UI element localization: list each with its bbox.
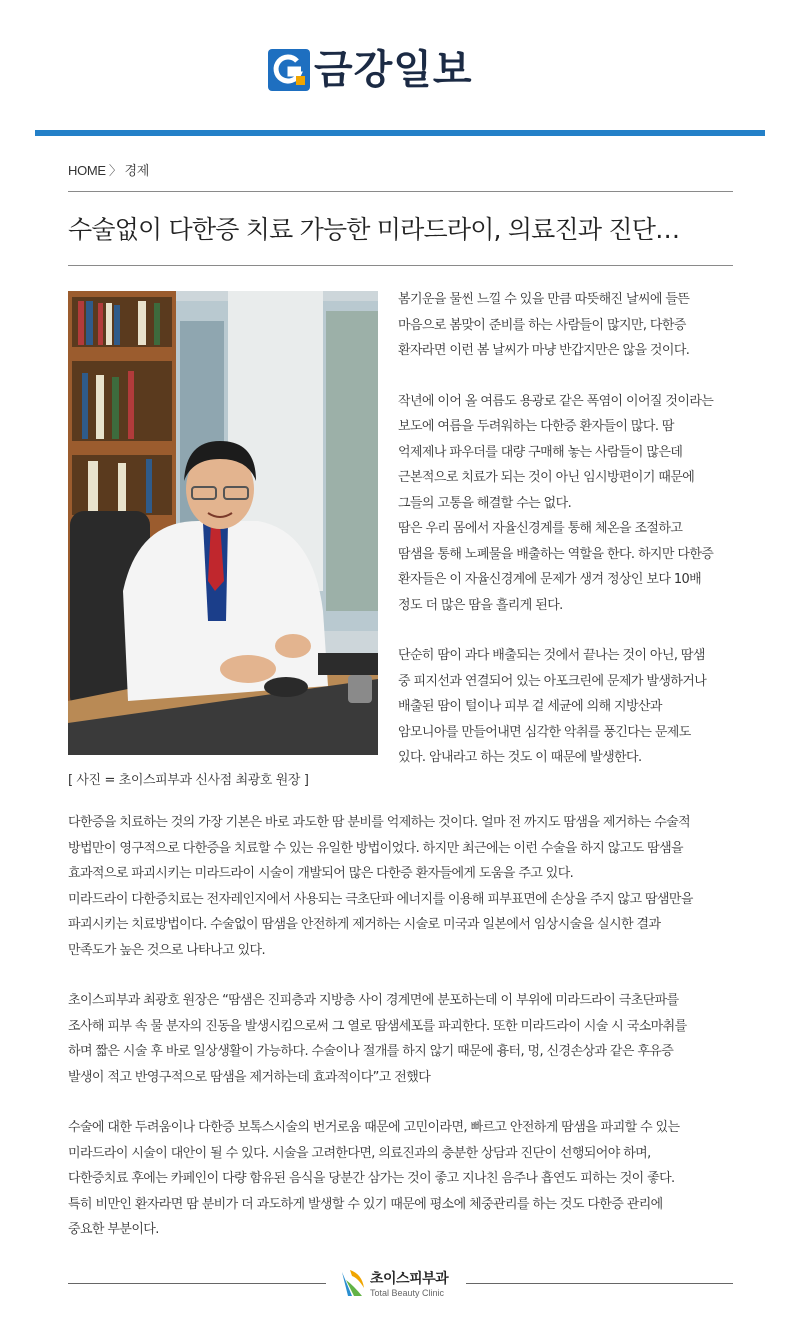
photo-caption: [ 사진 = 초이스피부과 신사점 최광호 원장 ] bbox=[68, 773, 309, 788]
logo-mark-icon bbox=[268, 49, 310, 91]
article-body bbox=[68, 810, 738, 1243]
headline-divider bbox=[68, 265, 733, 266]
breadcrumb-separator: 〉 bbox=[108, 163, 122, 178]
footer-divider-right bbox=[466, 1283, 733, 1284]
header-divider bbox=[35, 130, 765, 136]
clinic-logo[interactable] bbox=[340, 1268, 448, 1302]
article-headline: 수술없이 다한증 치료 가능한 미라드라이, 의료진과 진단… bbox=[68, 215, 680, 244]
article-photo bbox=[68, 291, 378, 755]
breadcrumb bbox=[68, 160, 149, 179]
clinic-logo-icon bbox=[340, 1268, 366, 1302]
intro-paragraph: 봄기운을 물씬 느낄 수 있을 만큼 따뜻해진 날씨에 들뜬 마음으로 봄맞이 준비를 하는 사람들이 많지만, 다한증 환자라면 이런 봄 날씨가 마냥 반갑지만은 않을 것이다. bbox=[398, 292, 690, 358]
footer-divider-left bbox=[68, 1283, 326, 1284]
breadcrumb-section-link[interactable]: 경제 bbox=[124, 163, 150, 178]
breadcrumb-divider bbox=[68, 191, 733, 192]
clinic-name: 초이스피부과 bbox=[370, 1271, 449, 1287]
breadcrumb-home-link[interactable]: HOME bbox=[68, 163, 106, 178]
site-logo[interactable] bbox=[268, 48, 473, 92]
clinic-footer bbox=[68, 1268, 733, 1302]
masthead bbox=[0, 0, 800, 130]
intro-paragraph: 작년에 이어 올 여름도 용광로 같은 폭염이 이어질 것이라는 보도에 여름을 두려워하는 다한증 환자들이 많다. 땀 억제제나 파우더를 대량 구매해 놓는 사람들이 많은데 근본적으로 치료가 되는 것이 아닌 임시방편이기 때문에 그들의 고통을 해결할 수는 없다. 땀은 우리 몸에서 자율신경계를 통해 체온을 조절하고 땀샘을 통해 노폐물을 배출하는 역할을 한다. 하지만 다한증 환자들은 이 자율신경계에 문제가 생겨 정상인 보다 10배 정도 더 많은 땀을 흘리게 된다. bbox=[398, 393, 714, 613]
clinic-subtitle: Total Beauty Clinic bbox=[370, 1288, 445, 1298]
body-paragraph: 수술에 대한 두려움이나 다한증 보톡스시술의 번거로움 때문에 고민이라면, 빠르고 안전하게 땀샘을 파괴할 수 있는 미라드라이 시술이 대안이 될 수 있다. 시술을 고려한다면, 의료진과의 충분한 상담과 진단이 선행되어야 하며, 다한증치료 후에는 카페인이 다량 함유된 음식을 당분간 삼가는 것이 좋고 지나친 음주나 흡연도 피하는 것이 좋다. 특히 비만인 환자라면 땀 분비가 더 과도하게 발생할 수 있기 때문에 평소에 체중관리를 하는 것도 다한증 관리에 중요한 부분이다. bbox=[68, 1120, 680, 1237]
article-intro-column bbox=[398, 287, 738, 771]
body-paragraph: 다한증을 치료하는 것의 가장 기본은 바로 과도한 땀 분비를 억제하는 것이다. 얼마 전 까지도 땀샘을 제거하는 수술적 방법만이 영구적으로 다한증을 치료할 수 있는 유일한 방법이었다. 하지만 최근에는 이런 수술을 하지 않고도 땀샘을 효과적으로 파괴시키는 미라드라이 시술이 개발되어 많은 다한증 환자들에게 도움을 주고 있다. 미라드라이 다한증치료는 전자레인지에서 사용되는 극초단파 에너지를 이용해 피부표면에 손상을 주지 않고 땀샘만을 파괴시키는 치료방법이다. 수술없이 땀샘을 안전하게 제거하는 시술로 미국과 일본에서 임상시술을 실시한 결과 만족도가 높은 것으로 나타나고 있다. bbox=[68, 815, 693, 958]
body-paragraph: 초이스피부과 최광호 원장은 “땀샘은 진피층과 지방층 사이 경계면에 분포하는데 이 부위에 미라드라이 극초단파를 조사해 피부 속 물 분자의 진동을 발생시킴으로써 그 열로 땀샘세포를 파괴한다. 또한 미라드라이 시술 시 국소마취를 하며 짧은 시술 후 바로 일상생활이 가능하다. 수술이나 절개를 하지 않기 때문에 흉터, 멍, 신경손상과 같은 후유증 발생이 적고 반영구적으로 땀샘을 제거하는데 효과적이다”고 전했다 bbox=[68, 993, 687, 1085]
intro-paragraph: 단순히 땀이 과다 배출되는 것에서 끝나는 것이 아닌, 땀샘 중 피지선과 연결되어 있는 아포크린에 문제가 발생하거나 배출된 땀이 털이나 피부 겉 세균에 의해 지방산과 암모니아를 만들어내면 심각한 악취를 풍긴다는 문제도 있다. 암내라고 하는 것도 이 때문에 발생한다. bbox=[398, 648, 707, 765]
logo-text: 금강일보 bbox=[314, 47, 473, 93]
